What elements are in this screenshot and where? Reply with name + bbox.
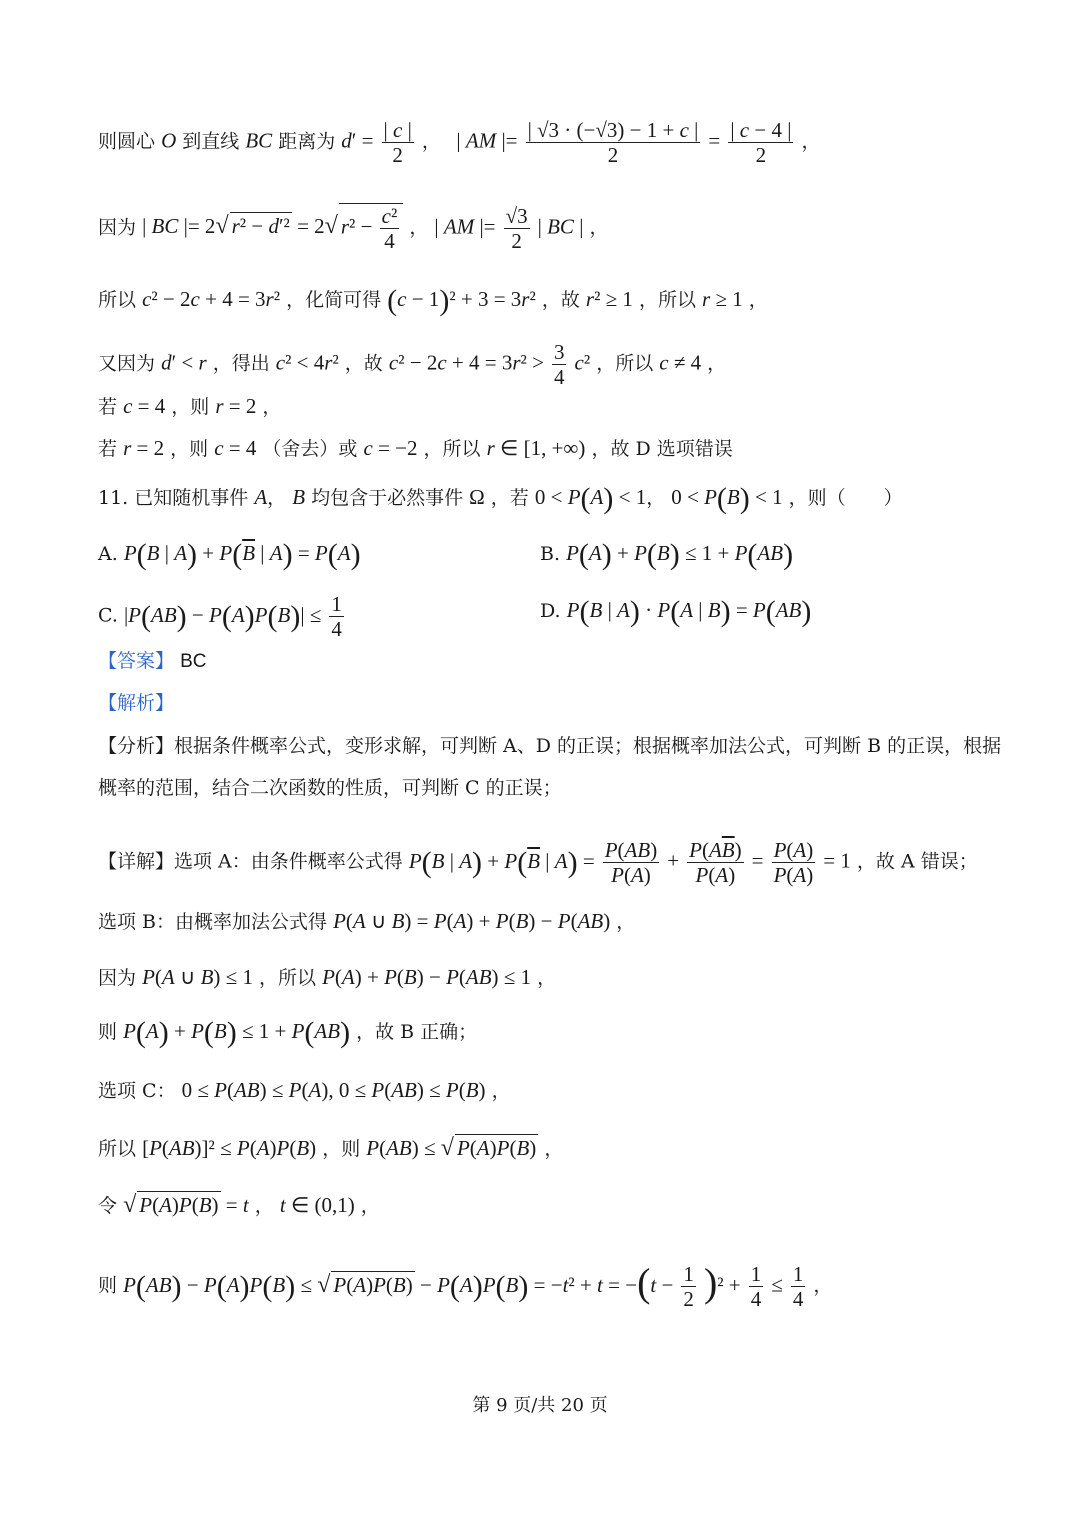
- line-distance: [98, 118, 820, 167]
- text: 因为: [98, 967, 137, 989]
- math: | AM |=: [456, 128, 518, 153]
- fenxi-line-1: [98, 733, 1001, 759]
- text: 选项 B：由概率加法公式得: [98, 911, 328, 933]
- analysis-heading: [98, 690, 174, 716]
- math: t ∈ (0,1): [279, 1193, 355, 1217]
- detail-c3: [98, 1191, 380, 1219]
- fraction: $\frac{P(A\overline{B})}{P(A)}$: [689, 838, 742, 887]
- text: ，: [537, 967, 557, 989]
- text: 又因为: [98, 352, 156, 375]
- text: ，: [801, 130, 821, 153]
- math: d′ < r: [161, 350, 207, 375]
- detail-a: [98, 838, 978, 887]
- math: c² − 2c + 4 = 3r² >: [388, 350, 544, 375]
- text: ，: [616, 911, 636, 933]
- fraction: $\frac{P(AB)}{P(A)}$: [604, 838, 658, 887]
- math: c = −2: [363, 436, 418, 460]
- option-label: A.: [98, 543, 118, 565]
- page-footer: 第 9 页/共 20 页: [472, 1395, 608, 1416]
- fraction: $\frac{| c |}{2}$: [383, 118, 412, 167]
- math: r = 2: [215, 394, 257, 418]
- text: ，则: [171, 396, 210, 418]
- math: O: [161, 128, 177, 153]
- text: （舍去）或: [262, 438, 358, 460]
- text: ，化简可得: [286, 289, 382, 311]
- text: ，: [491, 1080, 511, 1102]
- option-label: B.: [540, 543, 561, 565]
- detail-b1: [98, 908, 635, 935]
- option-b: [540, 538, 794, 571]
- fraction: $\frac{| c - 4 |}{2}$: [730, 118, 792, 167]
- text: 则圆心: [98, 130, 156, 153]
- text: ，故: [344, 352, 383, 375]
- question-number: 11.: [98, 487, 129, 509]
- text: 所以: [98, 289, 137, 311]
- fraction: $\frac{1}{4}$: [750, 1262, 762, 1311]
- text: ，所以: [259, 967, 317, 989]
- text: ，所以: [638, 289, 696, 311]
- math: d′ =: [341, 128, 374, 153]
- math: BC: [245, 128, 273, 153]
- text: ，: [409, 216, 429, 239]
- math: | BC |= 2√ r² − d′² = 2√ r² − $\frac{\text{c²}}{4}$: [142, 214, 403, 238]
- math: ≤: [771, 1272, 783, 1297]
- fraction: $\frac{3}{4}$: [553, 340, 565, 389]
- math: = 1: [823, 848, 851, 873]
- math: c = 4: [214, 436, 257, 460]
- text: 因为: [98, 216, 137, 239]
- math: P(B | A) · P(A | B) = P(AB): [566, 595, 812, 628]
- detail-c4: [98, 1259, 833, 1311]
- option-a: [98, 538, 361, 571]
- math: P(A) + P(B) ≤ 1 + P(AB): [123, 1016, 351, 1049]
- detail-b2: [98, 964, 556, 991]
- line-simplify: [98, 284, 768, 317]
- text: ，: [360, 1195, 380, 1217]
- math: P(AB) ≤ √ P(A)P(B): [366, 1135, 537, 1161]
- text: ，则: [322, 1138, 361, 1160]
- text: ，若: [490, 487, 529, 509]
- math: | BC |: [537, 214, 584, 239]
- option-label: C.: [98, 604, 118, 627]
- math: P(B | $A) + P(\overline{B}$ | A) =: [408, 845, 595, 879]
- math: c²: [574, 350, 591, 375]
- text: ，故 D 选项错误: [591, 438, 733, 460]
- text: ，故 A 错误；: [856, 850, 978, 873]
- fraction: $\frac{√3}{2}$: [505, 203, 528, 253]
- text: ，故: [541, 289, 580, 311]
- text: 则: [98, 1274, 118, 1297]
- math: |P(AB) − P(A)P(B)| ≤: [123, 599, 322, 633]
- math: P(A) + P(B) ≤ 1 + P(AB): [566, 538, 794, 571]
- question-stem: 11. 已知随机事件 A， B 均包含于必然事件 Ω ，若 0 < P(A) < 1， 0 < P(B) < 1 ，则（ ）: [98, 482, 903, 515]
- fenxi-label: 【分析】: [98, 735, 175, 757]
- fraction: $\frac{P(A)}{P(A)}$: [773, 838, 814, 887]
- option-c: [98, 592, 346, 641]
- line-case1: [98, 393, 281, 420]
- text: ，: [262, 396, 282, 418]
- option-d: [540, 595, 812, 628]
- math: c² − 2c + 4 = 3r²: [142, 287, 281, 311]
- text: 距离为: [278, 130, 336, 153]
- math: [P(AB)]² ≤ P(A)P(B): [142, 1136, 317, 1160]
- fraction: $\frac{1}{4}$: [331, 592, 342, 641]
- text: 选项 A：由条件概率公式得: [174, 850, 403, 873]
- line-inequality: [98, 340, 726, 389]
- text: ，所以: [423, 438, 481, 460]
- text: ，: [589, 216, 609, 239]
- text: ，故 B 正确；: [356, 1021, 478, 1043]
- math: r ∈ [1, +∞): [486, 436, 586, 460]
- math: √ P(A)P(B) = t: [123, 1192, 249, 1218]
- math: 0 < P(B) < 1: [671, 482, 783, 515]
- text: ，: [254, 1195, 274, 1217]
- math: P(A) + P(B) − P(AB) ≤ 1: [322, 965, 532, 989]
- fenxi-line-2: [98, 775, 562, 801]
- math: 0 ≤ P(AB) ≤ P(A), 0 ≤ P(AB) ≤ P(B): [181, 1078, 486, 1102]
- text: ，则（ ）: [788, 487, 903, 509]
- math: P(AB) − P(A)P(B) ≤ √ P(A)P(B) − P(A)P(B) = −t² + t = −(t −: [123, 1259, 674, 1305]
- math: c² < 4r²: [275, 350, 339, 375]
- detail-b3: [98, 1016, 478, 1049]
- text: 则: [98, 1021, 118, 1043]
- detail-c2: [98, 1134, 563, 1162]
- text: 若: [98, 438, 118, 460]
- math: c = 4: [123, 394, 166, 418]
- detail-c1: [98, 1077, 511, 1104]
- text: 根据条件概率公式，变形求解，可判断 A、D 的正误；根据概率加法公式，可判断 B 的正误，根据: [174, 735, 1002, 757]
- text: 若: [98, 396, 118, 418]
- text: 选项 C：: [98, 1080, 176, 1102]
- line-case2: [98, 435, 733, 462]
- math: r² ≥ 1: [585, 287, 633, 311]
- text: ，则: [170, 438, 209, 460]
- math: (c − 1)² + 3 = 3r²: [387, 284, 536, 317]
- text: 概率的范围，结合二次函数的性质，可判断 C 的正误；: [98, 777, 562, 799]
- text: 均包含于必然事件: [311, 487, 464, 509]
- text: ，: [421, 130, 451, 153]
- answer-value: BC: [180, 651, 207, 672]
- text: 令: [98, 1195, 118, 1217]
- math: =: [751, 848, 764, 873]
- text: ，: [813, 1274, 833, 1297]
- text: 所以: [98, 1138, 137, 1160]
- math: +: [667, 848, 680, 873]
- math: 0 < P(A) < 1: [534, 482, 647, 515]
- answer-label: 【答案】: [98, 650, 175, 672]
- option-label: D.: [540, 600, 561, 622]
- math: c ≠ 4: [659, 350, 702, 375]
- math: B: [292, 485, 306, 509]
- math: Ω: [469, 485, 485, 509]
- math: =: [708, 128, 721, 153]
- text: ，所以: [596, 352, 654, 375]
- math: P(A ∪ B) ≤ 1: [142, 965, 253, 989]
- math: P(A ∪ B) = P(A) + P(B) − P(AB): [333, 909, 611, 933]
- text: ，: [544, 1138, 564, 1160]
- math: )² +: [703, 1259, 741, 1305]
- fraction: $\frac{| √3 \cdot (-√3) - 1 + c |}{2}$: [527, 118, 699, 167]
- math: A: [254, 485, 268, 509]
- fraction: $\frac{1}{2}$: [683, 1262, 694, 1311]
- line-bc: [98, 203, 608, 253]
- math: r = 2: [123, 436, 165, 460]
- text: ，: [707, 352, 727, 375]
- answer-line: [98, 648, 206, 675]
- text: ，得出: [212, 352, 270, 375]
- text: ，: [748, 289, 768, 311]
- math: r ≥ 1: [702, 287, 743, 311]
- fraction: $\frac{1}{4}$: [792, 1262, 804, 1311]
- analysis-label: 【解析】: [98, 692, 175, 714]
- math: | AM |=: [434, 214, 496, 239]
- math: P(B | $A) + P(\overline{B}$ | A) = P(A): [123, 538, 361, 571]
- text: 到直线: [182, 130, 240, 153]
- text: 已知随机事件: [134, 487, 249, 509]
- detail-label: 【详解】: [98, 850, 175, 873]
